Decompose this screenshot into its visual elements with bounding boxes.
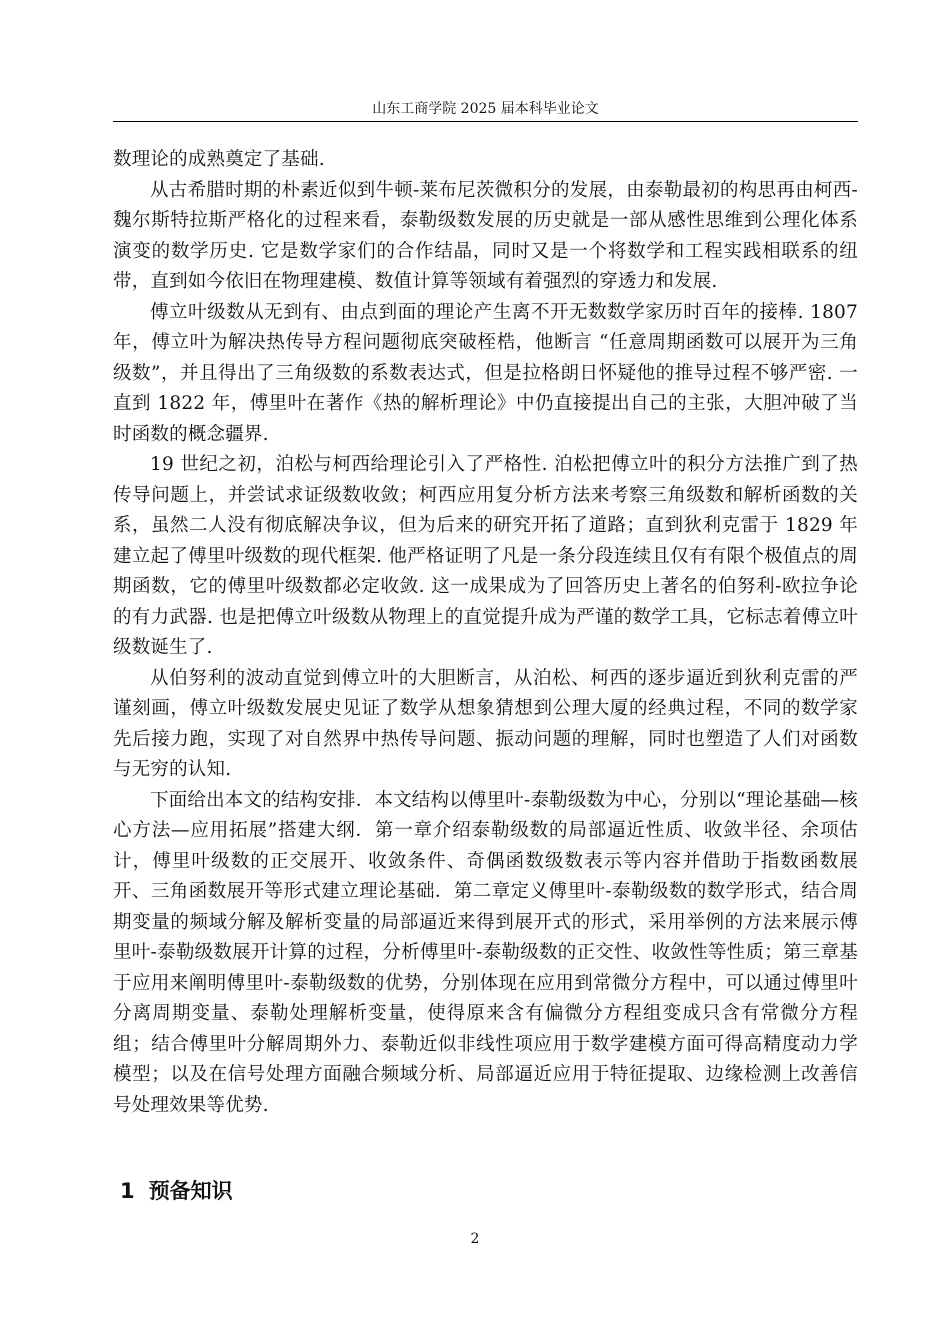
header-rule xyxy=(113,121,858,122)
paragraph-taylor-history: 从古希腊时期的朴素近似到牛顿-莱布尼茨微积分的发展，由泰勒最初的构思再由柯西-魏尔斯特拉斯严格化的过程来看，泰勒级数发展的历史就是一部从感性思维到公理化体系演变的数学历史. 它是数学家们的合作结晶，同时又是一个将数学和工程实践相联系的纽带，直到如今依旧在物理建模、数值计算等领域有着强烈的穿透力和发展. xyxy=(113,179,858,292)
section-heading xyxy=(120,1178,233,1204)
paragraph-rigor: 19 世纪之初，泊松与柯西给理论引入了严格性. 泊松把傅立叶的积分方法推广到了热传导问题上，并尝试求证级数收敛；柯西应用复分析方法来考察三角级数和解析函数的关系，虽然二人没有彻底解决争议，但为后来的研究开拓了道路；直到狄利克雷于 1829 年建立起了傅里叶级数的现代框架. 他严格证明了凡是一条分段连续且仅有有限个极值点的周期函数，它的傅里叶级数都必定收敛. 这一成果成为了回答历史上著名的伯努利-欧拉争论的有力武器. 也是把傅立叶级数从物理上的直觉提升成为严谨的数学工具，它标志着傅立叶级数诞生了. xyxy=(113,454,858,658)
section-title: 预备知识 xyxy=(148,1179,233,1203)
paragraph-structure: 下面给出本文的结构安排．本文结构以傅里叶-泰勒级数为中心，分别以“理论基础—核心方法—应用拓展”搭建大纲．第一章介绍泰勒级数的局部逼近性质、收敛半径、余项估计，傅里叶级数的正交展开、收敛条件、奇偶函数级数表示等内容并借助于指数函数展开、三角函数展开等形式建立理论基础．第二章定义傅里叶-泰勒级数的数学形式，结合周期变量的频域分解及解析变量的局部逼近来得到展开式的形式，采用举例的方法来展示傅里叶-泰勒级数展开计算的过程，分析傅里叶-泰勒级数的正交性、收敛性等性质；第三章基于应用来阐明傅里叶-泰勒级数的优势，分别体现在应用到常微分方程中，可以通过傅里叶分离周期变量、泰勒处理解析变量，使得原来含有偏微分方程组变成只含有常微分方程组；结合傅里叶分解周期外力、泰勒近似非线性项应用于数学建模方面可得高精度动力学模型；以及在信号处理方面融合频域分析、局部逼近应用于特征提取、边缘检测上改善信号处理效果等优势. xyxy=(113,789,859,1116)
section-number: 1 xyxy=(120,1179,135,1203)
body-text xyxy=(113,145,858,1121)
running-header: 山东工商学院 2025 届本科毕业论文 xyxy=(372,101,599,117)
page-number: 2 xyxy=(470,1231,480,1247)
paragraph-summary: 从伯努利的波动直觉到傅立叶的大胆断言，从泊松、柯西的逐步逼近到狄利克雷的严谨刻画，傅立叶级数发展史见证了数学从想象猜想到公理大厦的经典过程，不同的数学家先后接力跑，实现了对自然界中热传导问题、振动问题的理解，同时也塑造了人们对函数与无穷的认知. xyxy=(113,667,858,780)
paragraph-continuation: 数理论的成熟奠定了基础. xyxy=(113,149,325,170)
paragraph-fourier-origin: 傅立叶级数从无到有、由点到面的理论产生离不开无数数学家历时百年的接棒. 1807年，傅立叶为解决热传导方程问题彻底突破桎梏，他断言 “任意周期函数可以展开为三角级数”，并且得出了三角级数的系数表达式，但是拉格朗日怀疑他的推导过程不够严密. 一直到 1822 年，傅里叶在著作《热的解析理论》中仍直接提出自己的主张，大胆冲破了当时函数的概念疆界. xyxy=(113,301,858,445)
